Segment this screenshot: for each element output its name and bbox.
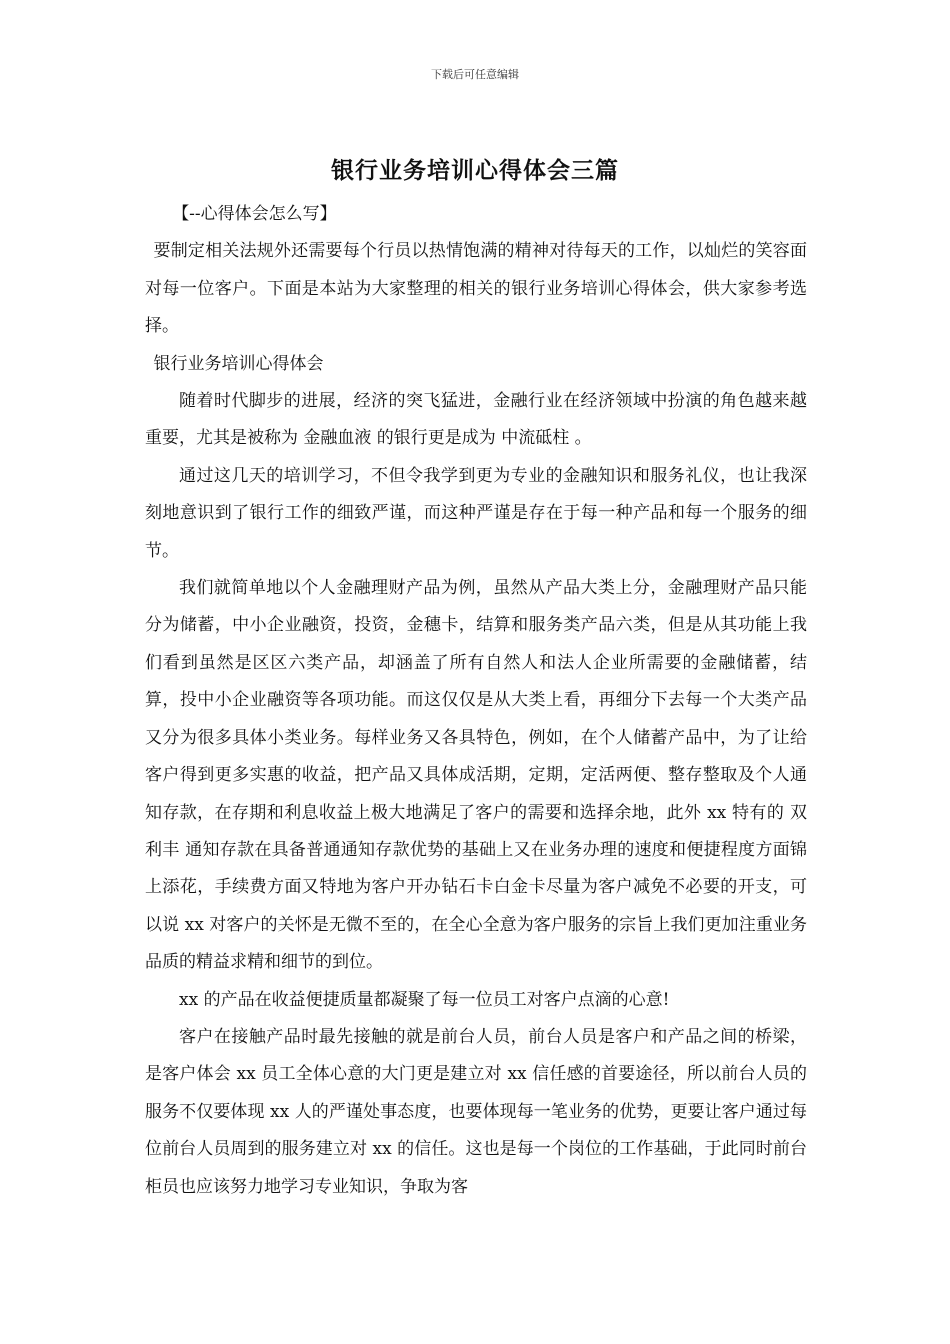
- document-body: [145, 196, 807, 1206]
- body-paragraph: 客户在接触产品时最先接触的就是前台人员，前台人员是客户和产品之间的桥梁，是客户体会 xx 员工全体心意的大门更是建立对 xx 信任感的首要途径，所以前台人员的服务不仅要体现 xx 人的严谨处事态度，也要体现每一笔业务的优势，更要让客户通过每位前台人员周到的服务建立对 xx 的信任。这也是每一个岗位的工作基础，于此同时前台柜员也应该努力地学习专业知识，争取为客: [145, 1026, 807, 1197]
- header-note: 下载后可任意编辑: [431, 68, 519, 81]
- body-paragraph: 通过这几天的培训学习，不但令我学到更为专业的金融知识和服务礼仪，也让我深刻地意识到了银行工作的细致严谨，而这种严谨是存在于每一种产品和每一个服务的细节。: [145, 465, 807, 561]
- body-paragraph: xx 的产品在收益便捷质量都凝聚了每一位员工对客户点滴的心意!: [179, 989, 670, 1010]
- body-paragraph: 我们就简单地以个人金融理财产品为例，虽然从产品大类上分，金融理财产品只能分为储蓄，中小企业融资，投资，金穗卡，结算和服务类产品六类，但是从其功能上我们看到虽然是区区六类产品，却涵盖了所有自然人和法人企业所需要的金融储蓄，结算，投中小企业融资等各项功能。而这仅仅是从大类上看，再细分下去每一个大类产品又分为很多具体小类业务。每样业务又各具特色，例如，在个人储蓄产品中，为了让给客户得到更多实惠的收益，把产品又具体成活期，定期，定活两便、整存整取及个人通知存款，在存期和利息收益上极大地满足了客户的需要和选择余地，此外 xx 特有的 双利丰 通知存款在具备普通通知存款优势的基础上又在业务办理的速度和便捷程度方面锦上添花，手续费方面又特地为客户开办钻石卡白金卡尽量为客户减免不必要的开支，可以说 xx 对客户的关怀是无微不至的，在全心全意为客户服务的宗旨上我们更加注重业务品质的精益求精和细节的到位。: [145, 578, 807, 973]
- section-tag: 【--心得体会怎么写】: [172, 204, 337, 224]
- body-paragraph: 随着时代脚步的进展，经济的突飞猛进，金融行业在经济领域中扮演的角色越来越重要，尤其是被称为 金融血液 的银行更是成为 中流砥柱 。: [145, 391, 807, 449]
- intro-paragraph: 要制定相关法规外还需要每个行员以热情饱满的精神对待每天的工作，以灿烂的笑容面对每一位客户。下面是本站为大家整理的相关的银行业务培训心得体会，供大家参考选择。: [145, 241, 807, 337]
- document-title: 银行业务培训心得体会三篇: [331, 157, 619, 184]
- section-heading: 银行业务培训心得体会: [153, 353, 324, 374]
